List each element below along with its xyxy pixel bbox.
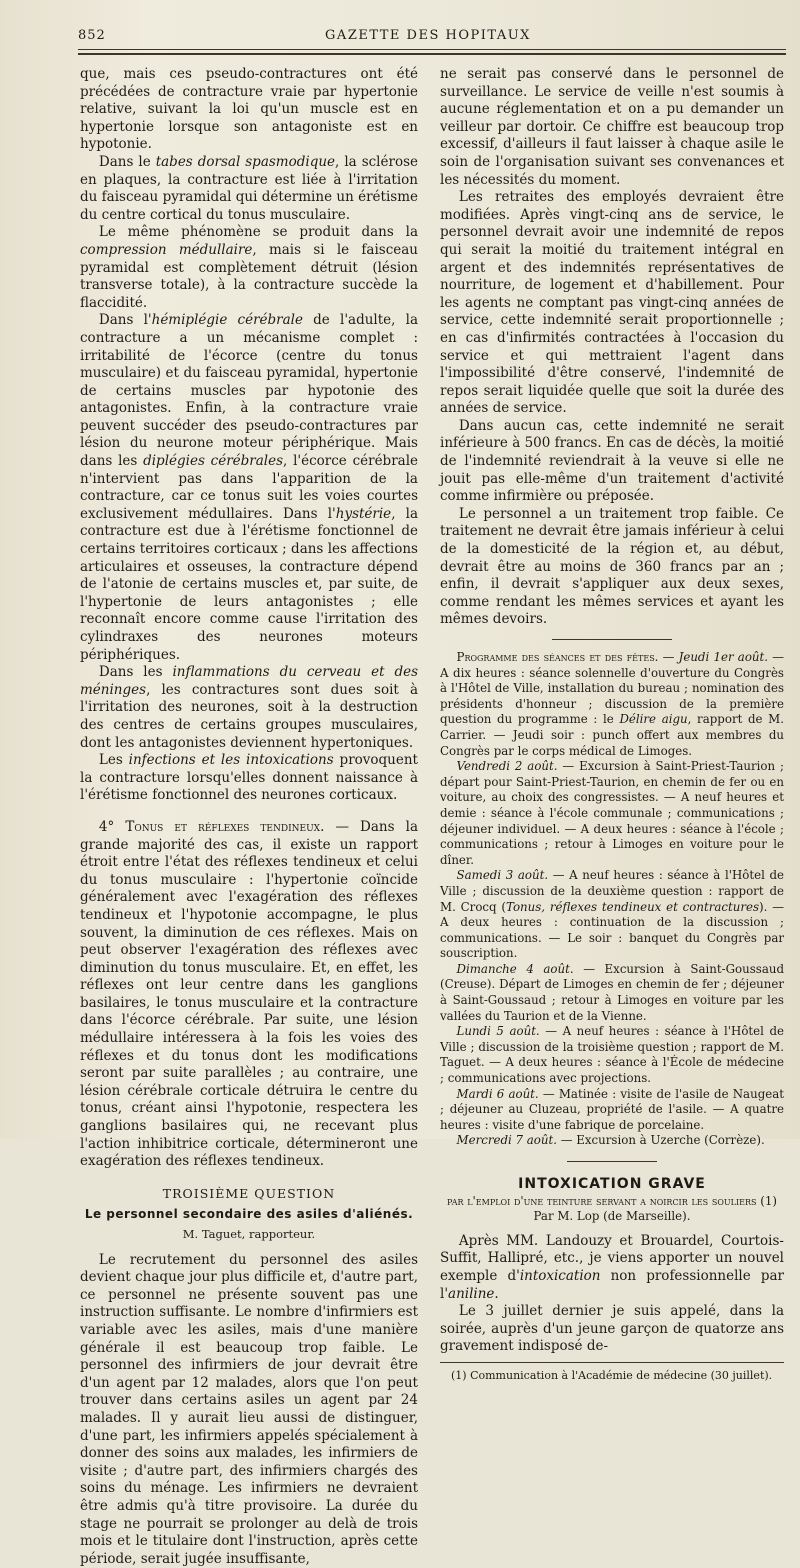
- paragraph: Dans le tabes dorsal spasmodique, la sclérose en plaques, la contracture est liée à l'irritation du faisceau pyramidal qui détermine un érétisme du centre cortical du tonus musculaire.: [80, 153, 418, 223]
- program-paragraph: Programme des séances et des fêtes. — Jeudi 1er août. — A dix heures : séance solennelle d'ouverture du Congrès à l'Hôtel de Ville, installation du bureau ; nomination des présidents d'honneur ; discussion de la première question du programme : le Délire aigu, rapport de M. Carrier. — Jeudi soir : punch offert aux membres du Congrès par le corps médical de Limoges.: [440, 650, 785, 758]
- program-paragraph: Samedi 3 août. — A neuf heures : séance à l'Hôtel de Ville ; discussion de la deuxième question : rapport de M. Crocq (Tonus, réflexes tendineux et contractures). — A deux heures : continuation de la discussion ; communications. — Le soir : banquet du Congrès par souscription.: [440, 868, 784, 961]
- paragraph: ne serait pas conservé dans le personnel de surveillance. Le service de veille n'est soumis à aucune réglementation et on a pu demander un veilleur par dortoir. Ce chiffre est beaucoup trop excessif, d'ailleurs il faut laisser à chaque asile le soin de l'organisation suivant ses convenances et les nécessités du moment.: [440, 66, 784, 188]
- section-subtitle: Le personnel secondaire des asiles d'aliénés.: [84, 1207, 414, 1222]
- left-column: [80, 66, 418, 1568]
- page-header: [78, 28, 778, 48]
- paragraph: Dans aucun cas, cette indemnité ne serait inférieure à 500 francs. En cas de décès, la moitié de l'indemnité reviendrait à la veuve si elle ne jouit pas elle-même d'un traitement d'activité comme infirmière ou préposée.: [440, 417, 784, 505]
- article-author: Par M. Lop (de Marseille).: [533, 1209, 691, 1224]
- program-paragraph: Mercredi 7 août. — Excursion à Uzerche (Corrèze).: [456, 1133, 765, 1148]
- paragraph: Les retraites des employés devraient être modifiées. Après vingt-cinq ans de service, le personnel devrait avoir une indemnité de repos qui serait la moitié du traitement intégral en argent et des indemnités représentatives de nourriture, de logement et d'habillement. Pour les agents ne comptant pas vingt-cinq années de service, cette indemnité serait proportionnelle ; en cas d'infirmités contractées à l'occasion du service et qui mettraient l'agent dans l'impossibilité d'être conservé, l'indemnité de repos serait liquidée quelle que soit la durée des années de service.: [440, 189, 784, 417]
- header-rule: [78, 49, 786, 50]
- footnote-rule: [440, 1362, 784, 1363]
- program-block: [440, 650, 784, 1149]
- footnote: (1) Communication à l'Académie de médecine (30 juillet).: [451, 1368, 773, 1382]
- paragraph: Le recrutement du personnel des asiles devient chaque jour plus difficile et, d'autre part, ce personnel ne présente souvent pas une instruction suffisante. Le nombre d'infirmiers est variable avec les asiles, mais d'une manière générale il est beaucoup trop faible. Le personnel des infirmiers de jour devrait être d'un agent par 12 malades, alors que l'on peut trouver dans certains asiles un agent par 24 malades. Il y aurait lieu aussi de distinguer, d'une part, les infirmiers appelés spécialement à donner des soins aux malades, les infirmiers de visite ; d'autre part, des infirmiers chargés des soins du ménage. Les infirmiers ne devraient être admis qu'à titre provisoire. La durée du stage ne pourrait se prolonger au delà de trois mois et le titulaire dont l'instruction, après cette période, serait jugée insuffisante,: [80, 1251, 418, 1567]
- section-title: TROISIÈME QUESTION: [162, 1185, 336, 1201]
- ornament-divider: [567, 1161, 657, 1168]
- program-paragraph: Dimanche 4 août. — Excursion à Saint-Goussaud (Creuse). Départ de Limoges en chemin de fer ; déjeuner à Saint-Goussaud ; retour à Limoges en voiture par les vallées du Taurion et de la Vienne.: [440, 961, 784, 1023]
- paragraph: Les infections et les intoxications provoquent la contracture lorsqu'elles donnent naissance à l'érétisme fonctionnel des neurones corticaux.: [80, 752, 418, 804]
- paragraph: Le même phénomène se produit dans la compression médullaire, mais si le faisceau pyramidal est complètement détruit (lésion transverse totale), à la contracture succède la flaccidité.: [80, 224, 418, 311]
- paragraph: Le 3 juillet dernier je suis appelé, dans la soirée, auprès d'un jeune garçon de quatorze ans gravement indisposé de-: [440, 1303, 784, 1355]
- program-paragraph: Mardi 6 août. — Matinée : visite de l'asile de Naugeat ; déjeuner au Cluzeau, propriété de l'asile. — A quatre heures : visite d'une fabrique de porcelaine.: [440, 1086, 784, 1132]
- divider: [552, 639, 672, 640]
- paragraph: Dans l'hémiplégie cérébrale de l'adulte, la contracture a un mécanisme complet : irritabilité de l'écorce (centre du tonus musculaire) et du faisceau pyramidal, hypertonie de certains muscles par hypotonie des antagonistes. Enfin, à la contracture vraie peuvent succéder des pseudo-contractures par lésion du neurone moteur périphérique. Mais dans les diplégies cérébrales, l'écorce cérébrale n'intervient pas dans l'apparition de la contracture, car ce tonus suit les voies courtes exclusivement médullaires. Dans l'hystérie, la contracture est due à l'érétisme fonctionnel de certains territoires corticaux ; dans les affections articulaires et osseuses, la contracture dépend de l'atonie de certains muscles et, par suite, de l'hypertonie de leurs antagonistes ; elle reconnaît encore comme cause l'irritation des cylindraxes des neurones moteurs périphériques.: [80, 312, 419, 663]
- journal-title: GAZETTE DES HOPITAUX: [325, 28, 531, 43]
- paragraph: que, mais ces pseudo-contractures ont été précédées de contracture vraie par hypertonie relative, suivant la loi qu'un muscle est en hypertonie lorsque son antagoniste est en hypotonie.: [80, 66, 418, 153]
- program-paragraph: Lundi 5 août. — A neuf heures : séance à l'Hôtel de Ville ; discussion de la troisième question ; rapport de M. Taguet. — A deux heures : séance à l'École de médecine ; communications avec projections.: [440, 1024, 784, 1086]
- page-number: 852: [78, 28, 106, 43]
- subsection-heading: 4° Tonus et réflexes tendineux.: [98, 818, 325, 835]
- paragraph: Dans les inflammations du cerveau et des méninges, les contractures sont dues soit à l'irritation des neurones, soit à la destruction des centres de certains groupes musculaires, dont les antagonistes deviennent hypertoniques.: [80, 664, 418, 751]
- right-column: [440, 66, 784, 1385]
- article-subtitle: par l'emploi d'une teinture servant a noircir les souliers (1): [447, 1193, 777, 1208]
- section-reporter: M. Taguet, rapporteur.: [182, 1227, 316, 1241]
- program-paragraph: Vendredi 2 août. — Excursion à Saint-Priest-Taurion ; départ pour Saint-Priest-Taurion, en chemin de fer ou en voiture, au choix des congressistes. — A neuf heures et demie : séance à l'école communale ; communications ; déjeuner individuel. — A deux heures : séance à l'école ; communications ; retour à Limoges en voiture pour le dîner.: [440, 759, 784, 867]
- paragraph: Le personnel a un traitement trop faible. Ce traitement ne devrait être jamais inférieur à celui de la domesticité de la région et, au début, devrait être au moins de 360 francs par an ; enfin, il devrait s'appliquer aux deux sexes, comme rendant les mêmes services et ayant les mêmes devoirs.: [440, 505, 784, 628]
- header-rule-thick: [78, 53, 786, 55]
- article-title: INTOXICATION GRAVE: [518, 1176, 706, 1192]
- paragraph: Après MM. Landouzy et Brouardel, Courtois-Suffit, Hallipré, etc., je viens apporter un nouvel exemple d'intoxication non professionnelle par l'aniline.: [440, 1232, 784, 1302]
- paragraph-tonus-reflexes: 4° Tonus et réflexes tendineux. — Dans la grande majorité des cas, il existe un rapport étroit entre l'état des réflexes tendineux et celui du tonus musculaire : l'hypertonie coïncide généralement avec l'exagération des réflexes tendineux et l'hypotonie accompagne, le plus souvent, la diminution de ces réflexes. Mais on peut observer l'exagération des réflexes avec diminution du tonus musculaire. Et, en effet, les réflexes ont leur centre dans les ganglions basilaires, le tonus musculaire et la contracture dans l'écorce cérébrale. Par suite, une lésion médullaire intéressera à la fois les voies des réflexes et du tonus dont les modifications seront par suite parallèles ; au contraire, une lésion cérébrale corticale détruira le centre du tonus, créant ainsi l'hypotonie, respectera les ganglions basilaires qui, ne recevant plus l'action inhibitrice corticale, détermineront une exagération des réflexes tendineux.: [80, 818, 418, 1170]
